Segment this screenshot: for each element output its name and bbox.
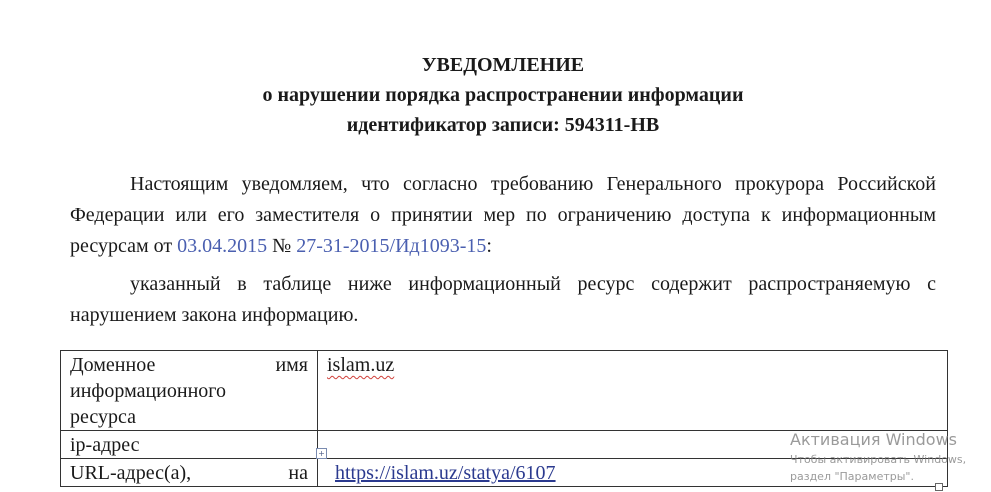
request-date: 03.04.2015 xyxy=(177,235,268,257)
paragraph-request xyxy=(70,169,936,262)
number-sign: № xyxy=(272,235,292,257)
record-id-value: 594311-НВ xyxy=(564,114,660,136)
activation-line2: раздел "Параметры". xyxy=(790,470,914,483)
notice-subtitle: о нарушении порядка распространении информации xyxy=(262,84,744,106)
record-id-label: идентификатор записи: xyxy=(346,114,560,136)
table-cell-label: ip-адрес xyxy=(61,431,318,459)
domain-label-line2: информационного xyxy=(70,380,226,402)
record-id-line xyxy=(0,110,991,140)
activation-line1: Чтобы активировать Windows, xyxy=(790,453,967,466)
table-cell-label xyxy=(61,351,318,431)
table-row xyxy=(61,351,948,431)
domain-value: islam.uz xyxy=(327,354,395,376)
notice-header xyxy=(0,50,991,140)
resource-url-link[interactable]: https://islam.uz/statya/6107 xyxy=(335,462,556,484)
url-label-line xyxy=(70,460,308,486)
windows-activation-watermark xyxy=(790,429,991,485)
notice-title: УВЕДОМЛЕНИЕ xyxy=(421,54,585,76)
domain-label-word2: имя xyxy=(275,354,308,376)
domain-label-line3: ресурса xyxy=(70,406,136,428)
table-cell-label xyxy=(61,459,318,487)
url-label-word1: URL-адрес(а), xyxy=(70,462,192,484)
paragraph-resource xyxy=(70,269,936,331)
table-cell-value[interactable] xyxy=(318,351,948,431)
url-label-word2: на xyxy=(288,462,308,484)
table-move-handle-icon[interactable]: + xyxy=(316,448,327,459)
request-number: 27-31-2015/Ид1093-15 xyxy=(296,235,487,257)
paragraph-request-end: : xyxy=(486,235,492,257)
paragraph-resource-text: указанный в таблице ниже информационный ресурс содержит распространяемую с нарушением закона информацию. xyxy=(70,273,936,326)
domain-label-line1 xyxy=(70,352,308,378)
activation-title: Активация Windows xyxy=(790,430,957,449)
domain-label-word1: Доменное xyxy=(70,354,156,376)
paragraph-request-text: Настоящим уведомляем, что согласно требованию Генерального прокурора Российской Федерации или его заместителя о принятии мер по ограничению доступа к информационным ресурсам от xyxy=(70,173,936,257)
resize-handle-icon[interactable] xyxy=(935,483,943,491)
